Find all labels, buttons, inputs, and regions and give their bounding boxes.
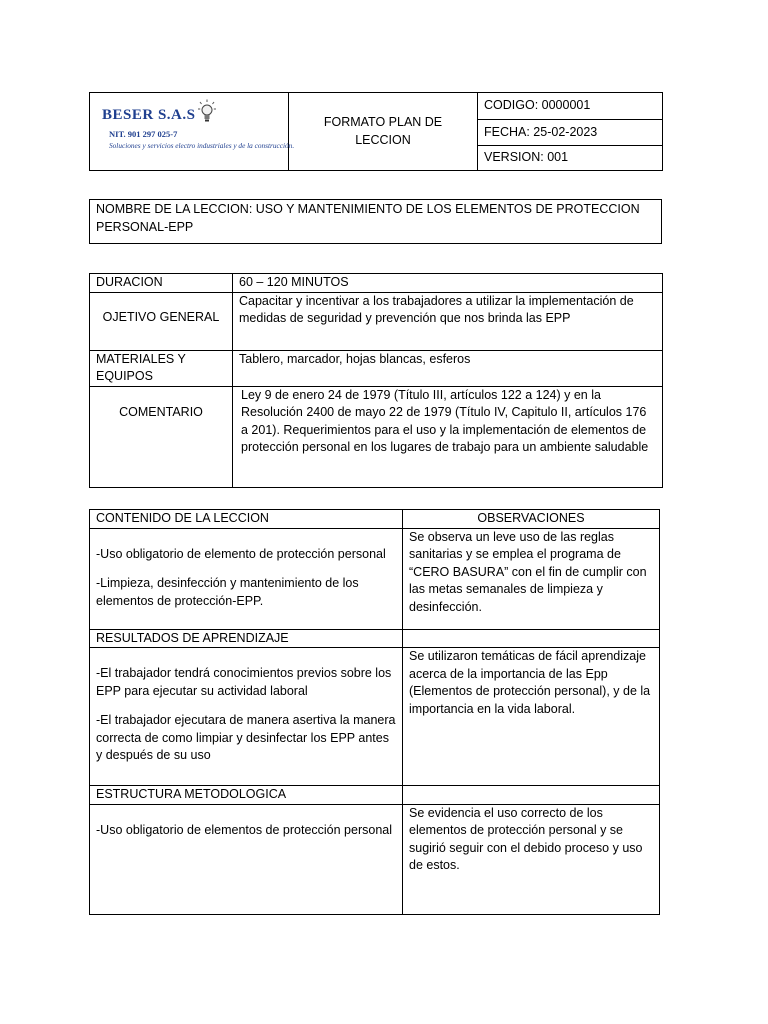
fecha-field: FECHA: 25-02-2023 xyxy=(478,120,663,146)
logo-company-name: BESER S.A.S xyxy=(102,107,196,123)
lesson-name: NOMBRE DE LA LECCION: USO Y MANTENIMIENTO DE LOS ELEMENTOS DE PROTECCION PERSONAL-EPP xyxy=(90,200,662,244)
resultados-item: -El trabajador tendrá conocimientos previos sobre los EPP para ejecutar su actividad laboral xyxy=(96,666,392,698)
estructura-item: -Uso obligatorio de elementos de protección personal xyxy=(90,804,403,914)
materiales-value: Tablero, marcador, hojas blancas, esferos xyxy=(233,350,663,386)
resultados-label: RESULTADOS DE APRENDIZAJE xyxy=(90,629,403,648)
logo-cell xyxy=(90,93,295,171)
estructura-label: ESTRUCTURA METODOLOGICA xyxy=(90,786,403,805)
codigo-field: CODIGO: 0000001 xyxy=(478,93,663,120)
objetivo-value: Capacitar y incentivar a los trabajadores a utilizar la implementación de medidas de seguridad y prevención que nos brinda las EPP xyxy=(233,292,663,350)
logo-nit: NIT. 901 297 025-7 xyxy=(109,129,178,139)
resultados-label-obs xyxy=(403,629,660,648)
company-logo xyxy=(90,93,295,169)
materiales-label: MATERIALES Y EQUIPOS xyxy=(90,350,233,386)
resultados-item: -El trabajador ejecutara de manera asertiva la manera correcta de como limpiar y desinfectar los EPP antes y después de su uso xyxy=(96,713,396,762)
lesson-name-table xyxy=(89,199,662,244)
info-table xyxy=(89,273,663,488)
estructura-label-obs xyxy=(403,786,660,805)
duracion-label: DURACION xyxy=(90,274,233,293)
contenido-item: -Uso obligatorio de elemento de protección personal xyxy=(96,546,386,561)
comentario-label: COMENTARIO xyxy=(90,386,233,487)
contenido-item: -Limpieza, desinfección y mantenimiento de los elementos de protección-EPP. xyxy=(96,576,359,608)
resultados-observacion: Se utilizaron temáticas de fácil aprendizaje acerca de la importancia de las Epp (Elementos de protección personal), y de la importancia en la vida laboral. xyxy=(403,648,660,786)
form-title: FORMATO PLAN DE LECCION xyxy=(289,93,478,171)
content-table xyxy=(89,509,660,915)
contenido-observacion: Se observa un leve uso de las reglas sanitarias y se emplea el programa de “CERO BASURA” con el fin de cumplir con las metas semanales de limpieza y desinfección. xyxy=(403,528,660,629)
comentario-value: Ley 9 de enero 24 de 1979 (Título III, artículos 122 a 124) y en la Resolución 2400 de mayo 22 de 1979 (Título IV, Capitulo II, artículos 176 a 201). Requerimientos para el uso y la implementación de elementos de protección personal en los lugares de trabajo para un ambiente saludable xyxy=(233,386,663,487)
logo-slogan: Soluciones y servicios electro industriales y de la construcción. xyxy=(109,141,295,150)
resultados-cell xyxy=(90,648,403,786)
duracion-value: 60 – 120 MINUTOS xyxy=(233,274,663,293)
estructura-observacion: Se evidencia el uso correcto de los elementos de protección personal y se sugirió seguir con el debido proceso y uso de estos. xyxy=(403,804,660,914)
contenido-cell xyxy=(90,528,403,629)
version-field: VERSION: 001 xyxy=(478,146,663,171)
objetivo-label: OJETIVO GENERAL xyxy=(90,292,233,350)
header-table xyxy=(89,92,663,171)
observaciones-header: OBSERVACIONES xyxy=(403,510,660,529)
lightbulb-icon xyxy=(198,99,216,125)
contenido-header: CONTENIDO DE LA LECCION xyxy=(90,510,403,529)
